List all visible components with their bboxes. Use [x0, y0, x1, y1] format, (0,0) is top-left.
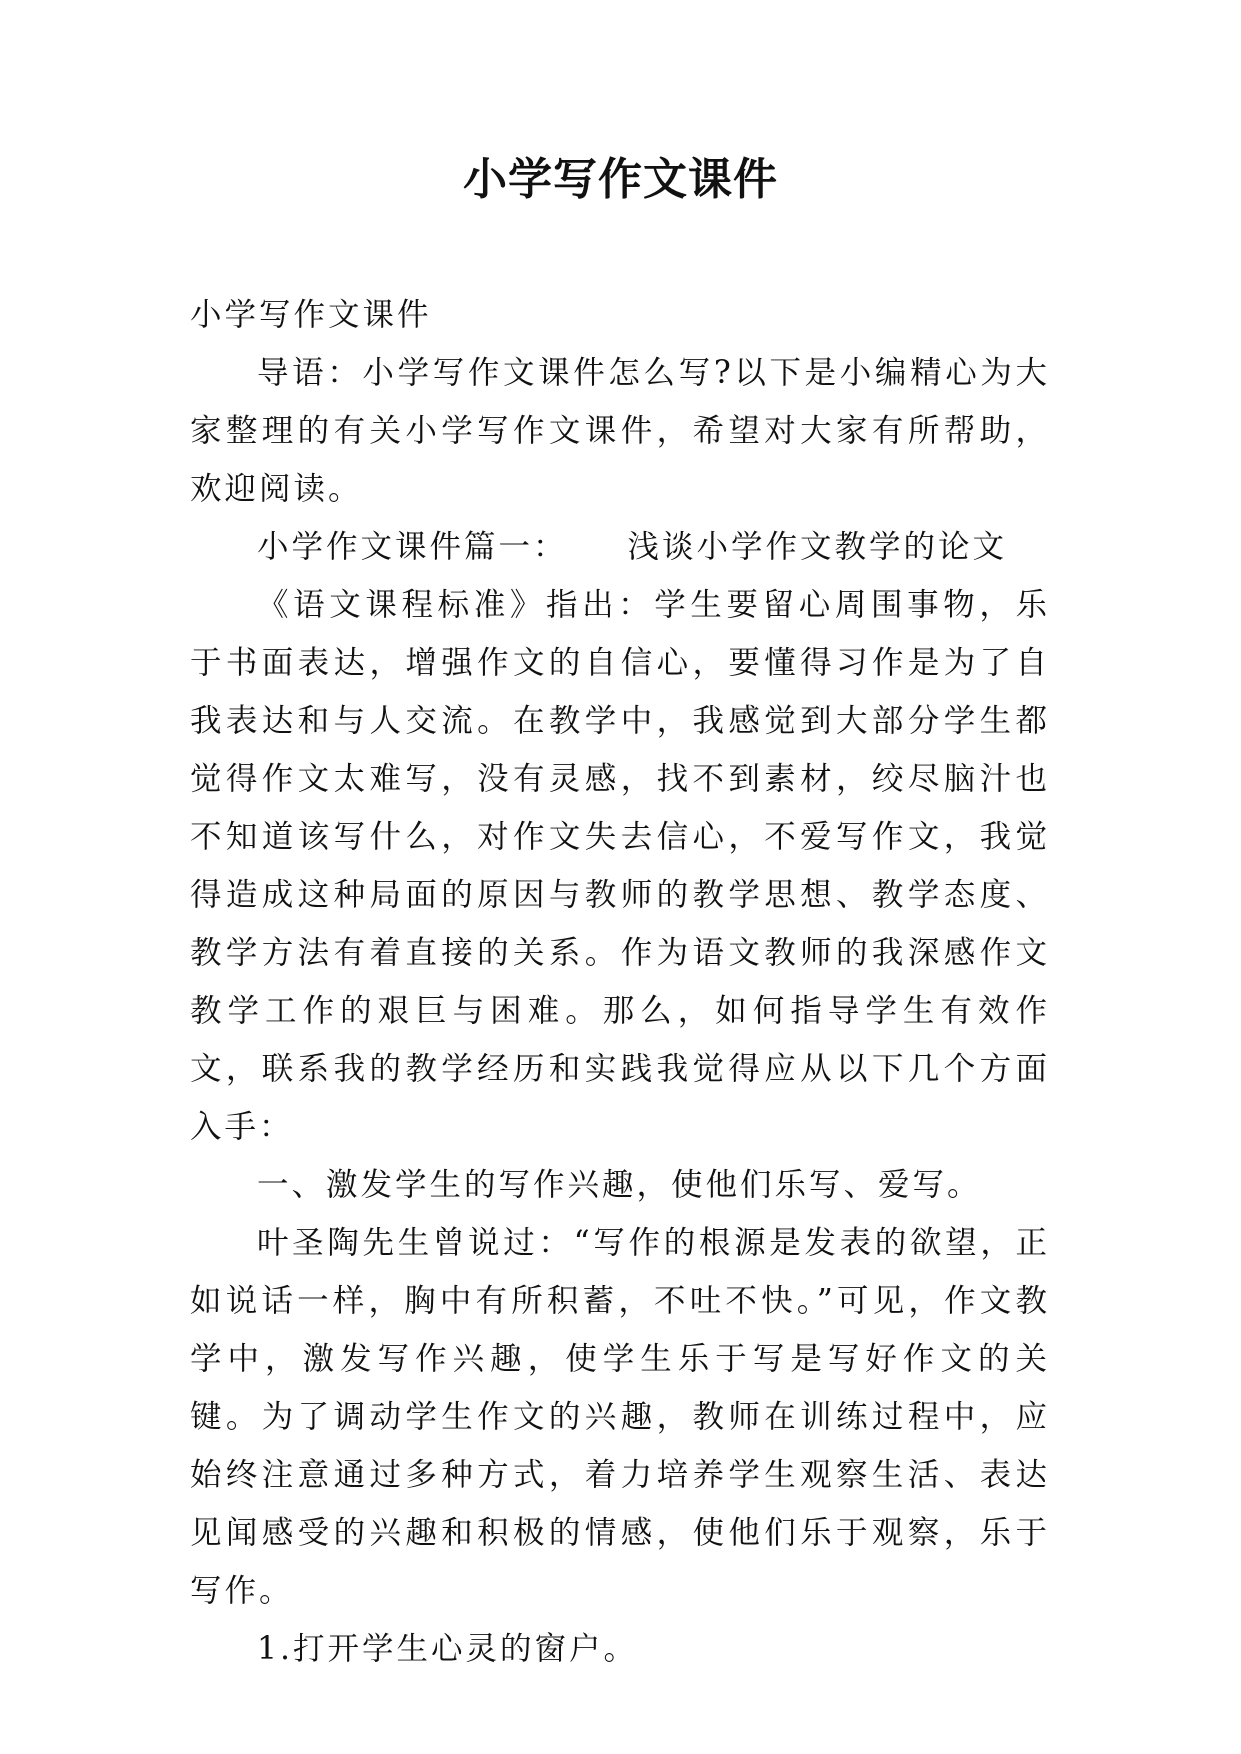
- paragraph-quote: 叶圣陶先生曾说过：“写作的根源是发表的欲望，正如说话一样，胸中有所积蓄，不吐不快。”可见，作文教学中，激发写作兴趣，使学生乐于写是写好作文的关键。为了调动学生作文的兴趣，教师在训练过程中，应始终注意通过多种方式，着力培养学生观察生活、表达见闻感受的兴趣和积极的情感，使他们乐于观察，乐于写作。: [190, 1225, 1050, 1609]
- paragraph-curriculum: 《语文课程标准》指出：学生要留心周围事物，乐于书面表达，增强作文的自信心，要懂得习作是为了自我表达和与人交流。在教学中，我感觉到大部分学生都觉得作文太难写，没有灵感，找不到素材，绞尽脑汁也不知道该写什么，对作文失去信心，不爱写作文，我觉得造成这种局面的原因与教师的教学思想、教学态度、教学方法有着直接的关系。作为语文教师的我深感作文教学工作的艰巨与困难。那么，如何指导学生有效作文，联系我的教学经历和实践我觉得应从以下几个方面入手：: [190, 587, 1050, 1145]
- section-label: 小学作文课件篇一：: [257, 529, 568, 565]
- paragraph-section-title: [190, 518, 1050, 576]
- document-title: 小学写作文课件: [463, 154, 778, 205]
- paragraph-subpoint: 1.打开学生心灵的窗户。: [257, 1631, 639, 1667]
- paragraph-heading: 小学写作文课件: [190, 297, 432, 333]
- paragraph-intro: 导语：小学写作文课件怎么写?以下是小编精心为大家整理的有关小学写作文课件，希望对大家有所帮助，欢迎阅读。: [190, 355, 1050, 507]
- paragraph-point-one: 一、激发学生的写作兴趣，使他们乐写、爱写。: [257, 1167, 982, 1203]
- section-subtitle: 浅谈小学作文教学的论文: [627, 529, 1008, 565]
- document-body: [190, 286, 1050, 1678]
